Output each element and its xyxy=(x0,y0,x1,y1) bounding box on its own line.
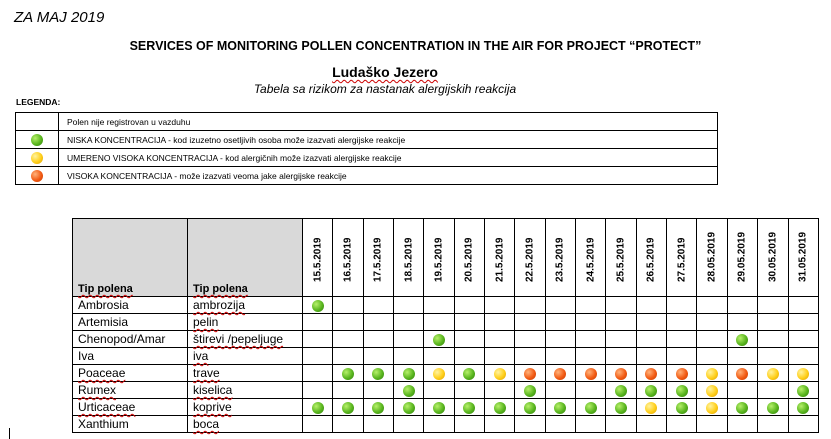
legend-text: UMERENO VISOKA KONCENTRACIJA - kod alergičnih može izazvati alergijske reakcije xyxy=(59,149,718,167)
concentration-cell xyxy=(545,297,575,314)
concentration-cell xyxy=(606,382,636,399)
concentration-dot-icon xyxy=(736,334,748,346)
date-label: 25.5.2019 xyxy=(615,237,627,282)
legend-symbol-cell xyxy=(16,149,59,167)
legend-text: Polen nije registrovan u vazduhu xyxy=(59,113,718,131)
concentration-cell xyxy=(758,399,788,416)
concentration-cell xyxy=(606,399,636,416)
concentration-dot-icon xyxy=(645,368,657,380)
concentration-cell xyxy=(545,399,575,416)
concentration-dot-icon xyxy=(524,368,536,380)
pollen-latin-name xyxy=(73,382,188,399)
date-header xyxy=(576,219,606,297)
concentration-cell xyxy=(485,314,515,331)
date-label: 22.5.2019 xyxy=(524,237,536,282)
date-label: 21.5.2019 xyxy=(494,237,506,282)
pollen-local-name xyxy=(188,399,303,416)
pollen-local-name xyxy=(188,314,303,331)
pollen-latin-name xyxy=(73,399,188,416)
date-header xyxy=(485,219,515,297)
pollen-latin-name xyxy=(73,416,188,433)
header-local-label: Tip polena xyxy=(193,283,248,295)
concentration-cell xyxy=(606,348,636,365)
concentration-cell xyxy=(363,416,393,433)
concentration-dot-icon xyxy=(767,402,779,414)
concentration-dot-icon xyxy=(676,385,688,397)
pollen-latin-text: Poaceae xyxy=(78,366,126,380)
concentration-cell xyxy=(758,416,788,433)
concentration-cell xyxy=(667,365,697,382)
concentration-cell xyxy=(636,365,666,382)
legend-row xyxy=(16,167,718,185)
concentration-cell xyxy=(424,314,454,331)
concentration-cell xyxy=(636,399,666,416)
concentration-cell xyxy=(667,348,697,365)
pollen-local-text: iva xyxy=(193,349,209,363)
concentration-dot-icon xyxy=(706,368,718,380)
concentration-dot-icon xyxy=(615,368,627,380)
concentration-cell xyxy=(667,416,697,433)
legend-text: VISOKA KONCENTRACIJA - može izazvati veoma jake alergijske reakcije xyxy=(59,167,718,185)
pollen-local-name xyxy=(188,365,303,382)
concentration-dot-icon xyxy=(31,170,43,182)
concentration-dot-icon xyxy=(372,368,384,380)
concentration-cell xyxy=(394,331,424,348)
concentration-cell xyxy=(606,365,636,382)
pollen-local-name xyxy=(188,331,303,348)
concentration-cell xyxy=(606,416,636,433)
concentration-cell xyxy=(363,314,393,331)
concentration-cell xyxy=(758,348,788,365)
pollen-latin-name xyxy=(73,365,188,382)
concentration-cell xyxy=(363,382,393,399)
concentration-cell xyxy=(394,348,424,365)
concentration-cell xyxy=(394,416,424,433)
header-latin-name xyxy=(73,219,188,297)
concentration-cell xyxy=(576,348,606,365)
concentration-cell xyxy=(697,382,727,399)
concentration-cell xyxy=(303,348,333,365)
concentration-cell xyxy=(758,365,788,382)
concentration-cell xyxy=(303,382,333,399)
concentration-cell xyxy=(545,416,575,433)
concentration-dot-icon xyxy=(524,385,536,397)
concentration-cell xyxy=(606,331,636,348)
concentration-dot-icon xyxy=(736,402,748,414)
concentration-cell xyxy=(788,297,819,314)
legend-row xyxy=(16,131,718,149)
legend-row xyxy=(16,149,718,167)
concentration-cell xyxy=(697,314,727,331)
table-row xyxy=(73,348,819,365)
concentration-cell xyxy=(303,399,333,416)
concentration-dot-icon xyxy=(463,402,475,414)
document-title: SERVICES OF MONITORING POLLEN CONCENTRATION IN THE AIR FOR PROJECT “PROTECT” xyxy=(129,39,702,53)
concentration-cell xyxy=(758,314,788,331)
legend-row xyxy=(16,113,718,131)
table-row xyxy=(73,416,819,433)
date-header xyxy=(667,219,697,297)
legend-symbol-cell xyxy=(16,131,59,149)
concentration-dot-icon xyxy=(433,334,445,346)
concentration-cell xyxy=(363,348,393,365)
date-header xyxy=(303,219,333,297)
concentration-dot-icon xyxy=(554,402,566,414)
concentration-cell xyxy=(363,399,393,416)
concentration-cell xyxy=(454,416,484,433)
concentration-dot-icon xyxy=(433,402,445,414)
date-header xyxy=(697,219,727,297)
pollen-latin-text: Iva xyxy=(78,349,95,363)
concentration-cell xyxy=(303,365,333,382)
pollen-latin-text: Urticaceae xyxy=(78,400,136,414)
concentration-cell xyxy=(515,297,545,314)
pollen-latin-text: Chenopod/Amar xyxy=(78,332,166,346)
pollen-latin-text: Rumex xyxy=(78,383,117,397)
concentration-cell xyxy=(424,416,454,433)
concentration-cell xyxy=(394,297,424,314)
concentration-cell xyxy=(485,331,515,348)
date-header xyxy=(454,219,484,297)
concentration-cell xyxy=(485,297,515,314)
concentration-cell xyxy=(606,297,636,314)
date-header xyxy=(333,219,363,297)
concentration-cell xyxy=(788,331,819,348)
concentration-cell xyxy=(727,365,757,382)
date-header xyxy=(545,219,575,297)
table-row xyxy=(73,331,819,348)
date-header xyxy=(394,219,424,297)
concentration-dot-icon xyxy=(403,402,415,414)
pollen-local-text: ambrozija xyxy=(193,298,246,312)
concentration-dot-icon xyxy=(797,402,809,414)
concentration-cell xyxy=(333,348,363,365)
concentration-dot-icon xyxy=(312,300,324,312)
concentration-cell xyxy=(424,365,454,382)
concentration-cell xyxy=(333,399,363,416)
concentration-cell xyxy=(363,365,393,382)
concentration-cell xyxy=(424,382,454,399)
concentration-dot-icon xyxy=(706,402,718,414)
legend-text: NISKA KONCENTRACIJA - kod izuzetno osetljivih osoba može izazvati alergijske reakcije xyxy=(59,131,718,149)
concentration-cell xyxy=(636,416,666,433)
concentration-dot-icon xyxy=(585,368,597,380)
date-header xyxy=(606,219,636,297)
concentration-dot-icon xyxy=(797,368,809,380)
concentration-dot-icon xyxy=(585,402,597,414)
concentration-cell xyxy=(576,314,606,331)
concentration-cell xyxy=(576,382,606,399)
concentration-cell xyxy=(363,331,393,348)
concentration-cell xyxy=(515,416,545,433)
concentration-cell xyxy=(788,416,819,433)
concentration-cell xyxy=(636,382,666,399)
concentration-cell xyxy=(485,348,515,365)
concentration-cell xyxy=(727,348,757,365)
concentration-cell xyxy=(545,314,575,331)
concentration-cell xyxy=(394,314,424,331)
date-label: 19.5.2019 xyxy=(433,237,445,282)
concentration-cell xyxy=(727,314,757,331)
concentration-cell xyxy=(454,348,484,365)
header-local-name xyxy=(188,219,303,297)
concentration-cell xyxy=(636,297,666,314)
legend-symbol-cell xyxy=(16,167,59,185)
concentration-cell xyxy=(697,365,727,382)
pollen-local-name xyxy=(188,348,303,365)
concentration-cell xyxy=(667,331,697,348)
pollen-latin-name xyxy=(73,297,188,314)
date-label: 23.5.2019 xyxy=(554,237,566,282)
concentration-cell xyxy=(303,297,333,314)
concentration-dot-icon xyxy=(433,368,445,380)
concentration-cell xyxy=(303,331,333,348)
concentration-dot-icon xyxy=(676,368,688,380)
concentration-dot-icon xyxy=(706,385,718,397)
pollen-latin-text: Ambrosia xyxy=(78,298,129,312)
concentration-cell xyxy=(515,331,545,348)
date-label: 27.5.2019 xyxy=(676,237,688,282)
table-row xyxy=(73,297,819,314)
pollen-local-text: štirevi /pepeljuge xyxy=(193,332,284,346)
concentration-cell xyxy=(758,382,788,399)
concentration-cell xyxy=(515,399,545,416)
date-header xyxy=(636,219,666,297)
concentration-cell xyxy=(727,382,757,399)
concentration-cell xyxy=(363,297,393,314)
concentration-cell xyxy=(636,331,666,348)
concentration-cell xyxy=(606,314,636,331)
concentration-dot-icon xyxy=(524,402,536,414)
concentration-cell xyxy=(424,348,454,365)
table-row xyxy=(73,314,819,331)
concentration-cell xyxy=(333,297,363,314)
date-label: 17.5.2019 xyxy=(372,237,384,282)
concentration-dot-icon xyxy=(463,368,475,380)
concentration-cell xyxy=(545,331,575,348)
concentration-dot-icon xyxy=(403,368,415,380)
concentration-cell xyxy=(454,314,484,331)
concentration-cell xyxy=(303,416,333,433)
table-row xyxy=(73,382,819,399)
concentration-cell xyxy=(333,382,363,399)
concentration-cell xyxy=(515,365,545,382)
header-latin-label: Tip polena xyxy=(78,283,133,295)
concentration-dot-icon xyxy=(767,368,779,380)
concentration-cell xyxy=(697,416,727,433)
concentration-cell xyxy=(697,331,727,348)
concentration-dot-icon xyxy=(312,402,324,414)
concentration-cell xyxy=(485,399,515,416)
pollen-local-text: kiselica xyxy=(193,383,233,397)
pollen-local-text: boca xyxy=(193,417,220,431)
concentration-cell xyxy=(454,331,484,348)
concentration-cell xyxy=(424,297,454,314)
date-header xyxy=(424,219,454,297)
concentration-cell xyxy=(515,348,545,365)
concentration-dot-icon xyxy=(736,368,748,380)
concentration-cell xyxy=(576,399,606,416)
concentration-dot-icon xyxy=(645,385,657,397)
concentration-cell xyxy=(667,297,697,314)
date-label: 20.5.2019 xyxy=(463,237,475,282)
concentration-dot-icon xyxy=(676,402,688,414)
concentration-cell xyxy=(788,365,819,382)
date-label: 29.05.2019 xyxy=(736,231,748,282)
concentration-cell xyxy=(515,382,545,399)
date-label: 15.5.2019 xyxy=(312,237,324,282)
concentration-cell xyxy=(636,314,666,331)
concentration-cell xyxy=(545,365,575,382)
concentration-cell xyxy=(727,331,757,348)
concentration-cell xyxy=(576,297,606,314)
concentration-cell xyxy=(485,382,515,399)
date-label: 31.05.2019 xyxy=(797,231,809,282)
concentration-dot-icon xyxy=(554,368,566,380)
concentration-cell xyxy=(727,416,757,433)
location-name: Ludaško Jezero xyxy=(332,64,438,80)
pollen-latin-name xyxy=(73,331,188,348)
concentration-cell xyxy=(515,314,545,331)
concentration-cell xyxy=(576,416,606,433)
concentration-dot-icon xyxy=(615,385,627,397)
concentration-cell xyxy=(545,382,575,399)
concentration-dot-icon xyxy=(342,368,354,380)
report-period: ZA MAJ 2019 xyxy=(14,9,105,26)
date-label: 24.5.2019 xyxy=(585,237,597,282)
concentration-cell xyxy=(454,297,484,314)
document-subtitle: Tabela sa rizikom za nastanak alergijskih reakcija xyxy=(253,82,517,96)
legend-symbol-cell xyxy=(16,113,59,131)
concentration-cell xyxy=(394,365,424,382)
date-header xyxy=(788,219,819,297)
concentration-cell xyxy=(788,314,819,331)
concentration-cell xyxy=(333,314,363,331)
legend-table xyxy=(15,112,718,185)
concentration-cell xyxy=(545,348,575,365)
concentration-cell xyxy=(758,331,788,348)
pollen-local-text: trave xyxy=(193,366,220,380)
concentration-cell xyxy=(454,382,484,399)
date-label: 16.5.2019 xyxy=(342,237,354,282)
concentration-cell xyxy=(454,365,484,382)
concentration-cell xyxy=(394,399,424,416)
pollen-latin-name xyxy=(73,348,188,365)
pollen-table xyxy=(72,218,819,433)
concentration-dot-icon xyxy=(797,385,809,397)
concentration-cell xyxy=(727,297,757,314)
concentration-dot-icon xyxy=(31,134,43,146)
concentration-cell xyxy=(727,399,757,416)
concentration-dot-icon xyxy=(403,385,415,397)
pollen-local-name xyxy=(188,297,303,314)
concentration-cell xyxy=(697,297,727,314)
location-title xyxy=(0,64,770,80)
concentration-cell xyxy=(697,348,727,365)
date-header xyxy=(758,219,788,297)
concentration-cell xyxy=(424,331,454,348)
concentration-cell xyxy=(333,365,363,382)
concentration-dot-icon xyxy=(342,402,354,414)
pollen-latin-text: Xanthium xyxy=(78,417,129,431)
date-label: 30.05.2019 xyxy=(767,231,779,282)
concentration-cell xyxy=(394,382,424,399)
pollen-latin-text: Artemisia xyxy=(78,315,129,329)
concentration-cell xyxy=(303,314,333,331)
concentration-cell xyxy=(576,331,606,348)
concentration-cell xyxy=(788,399,819,416)
date-header xyxy=(363,219,393,297)
pollen-local-text: koprive xyxy=(193,400,232,414)
concentration-cell xyxy=(667,399,697,416)
pollen-local-text: pelin xyxy=(193,315,219,329)
concentration-cell xyxy=(667,382,697,399)
concentration-cell xyxy=(788,348,819,365)
pollen-local-name xyxy=(188,416,303,433)
date-header xyxy=(515,219,545,297)
concentration-cell xyxy=(576,365,606,382)
concentration-cell xyxy=(333,331,363,348)
table-row xyxy=(73,399,819,416)
concentration-cell xyxy=(697,399,727,416)
concentration-cell xyxy=(485,416,515,433)
date-label: 18.5.2019 xyxy=(403,237,415,282)
concentration-cell xyxy=(424,399,454,416)
date-label: 28.05.2019 xyxy=(706,231,718,282)
legend-label: LEGENDA: xyxy=(16,97,61,107)
concentration-dot-icon xyxy=(645,402,657,414)
concentration-dot-icon xyxy=(494,368,506,380)
pollen-local-name xyxy=(188,382,303,399)
concentration-cell xyxy=(454,399,484,416)
concentration-cell xyxy=(667,314,697,331)
pollen-latin-name xyxy=(73,314,188,331)
concentration-dot-icon xyxy=(615,402,627,414)
concentration-dot-icon xyxy=(494,402,506,414)
page-mark xyxy=(9,428,10,439)
concentration-cell xyxy=(788,382,819,399)
table-header-row xyxy=(73,219,819,297)
date-header xyxy=(727,219,757,297)
concentration-dot-icon xyxy=(31,152,43,164)
table-row xyxy=(73,365,819,382)
concentration-cell xyxy=(485,365,515,382)
concentration-cell xyxy=(636,348,666,365)
concentration-cell xyxy=(333,416,363,433)
date-label: 26.5.2019 xyxy=(645,237,657,282)
concentration-dot-icon xyxy=(372,402,384,414)
concentration-cell xyxy=(758,297,788,314)
